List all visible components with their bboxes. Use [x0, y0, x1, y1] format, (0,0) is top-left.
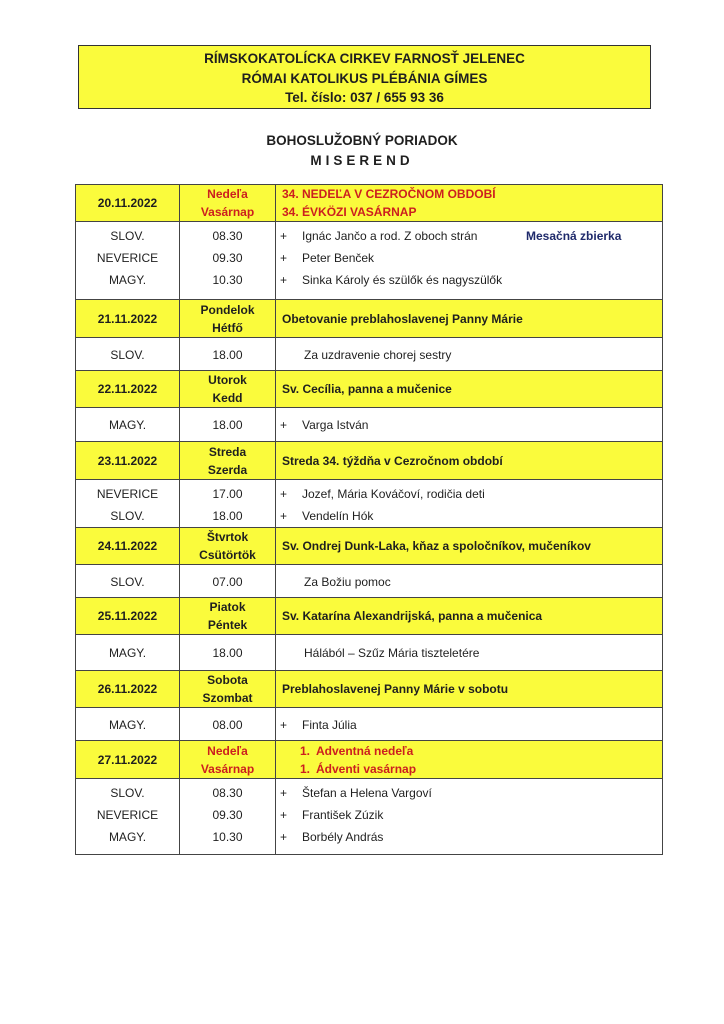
parish-name-hu: RÓMAI KATOLIKUS PLÉBÁNIA GÍMES	[241, 70, 488, 86]
mass-intentions	[276, 408, 663, 442]
deceased-plus-icon: +	[280, 273, 288, 287]
celebration-text: Sv. Katarína Alexandrijská, panna a mučenica	[282, 609, 543, 623]
celebration-text: 34. ÉVKÖZI VASÁRNAP	[282, 205, 417, 219]
day-name-sk: Streda	[208, 444, 247, 459]
mass-places	[76, 779, 180, 855]
mass-place: SLOV.	[110, 347, 145, 362]
mass-intention	[280, 269, 662, 291]
celebration-text: Sv. Cecília, panna a mučenice	[282, 382, 452, 396]
day-celebration	[276, 598, 663, 635]
day-name-sk: Sobota	[207, 673, 248, 687]
deceased-plus-icon: +	[280, 251, 288, 265]
day-date: 20.11.2022	[76, 185, 180, 222]
celebration-line	[282, 680, 662, 698]
mass-times	[180, 779, 276, 855]
day-date: 27.11.2022	[76, 741, 180, 779]
day-celebration	[276, 371, 663, 408]
day-name-sk: Pondelok	[200, 302, 255, 317]
day-name	[180, 185, 276, 222]
celebration-text: Ádventi vasárnap	[316, 761, 417, 776]
mass-row	[76, 565, 663, 598]
parish-name-sk: RÍMSKOKATOLÍCKA CIRKEV FARNOSŤ JELENEC	[204, 51, 525, 66]
mass-time: 08.00	[212, 717, 243, 732]
day-celebration	[276, 528, 663, 565]
day-header-row	[76, 185, 663, 222]
intention-text: Za uzdravenie chorej sestry	[304, 347, 452, 362]
mass-intentions	[276, 222, 663, 300]
intention-text: Varga István	[302, 418, 369, 432]
mass-intentions	[276, 779, 663, 855]
mass-intention	[280, 642, 662, 664]
mass-place: MAGY.	[108, 830, 147, 844]
day-name-sk: Nedeľa	[207, 187, 248, 201]
mass-intentions	[276, 708, 663, 741]
celebration-line	[282, 607, 662, 625]
mass-intentions	[276, 480, 663, 528]
day-header-row	[76, 598, 663, 635]
mass-times	[180, 408, 276, 442]
schedule-table	[75, 184, 663, 855]
day-date: 24.11.2022	[76, 528, 180, 565]
day-name-hu: Vasárnap	[200, 761, 255, 776]
deceased-plus-icon: +	[280, 418, 288, 432]
day-name	[180, 371, 276, 408]
celebration-line	[282, 185, 662, 203]
mass-intention	[280, 714, 662, 736]
celebration-line	[282, 452, 662, 470]
mass-row	[76, 408, 663, 442]
day-name-hu: Vasárnap	[200, 205, 255, 219]
mass-intention	[280, 344, 662, 366]
mass-time: 18.00	[212, 418, 243, 432]
celebration-line	[282, 380, 662, 398]
mass-intentions	[276, 635, 663, 671]
mass-time: 09.30	[212, 808, 243, 822]
intention-text: Jozef, Mária Kováčoví, rodičia deti	[302, 487, 485, 501]
mass-time: 10.30	[212, 830, 243, 844]
day-name-sk: Nedeľa	[207, 743, 248, 758]
day-date: 22.11.2022	[76, 371, 180, 408]
mass-row	[76, 480, 663, 528]
celebration-text: Adventná nedeľa	[316, 743, 414, 758]
mass-place: NEVERICE	[96, 487, 159, 501]
mass-time: 18.00	[212, 646, 243, 660]
intention-text: Peter Benček	[302, 251, 375, 265]
celebration-line	[282, 742, 662, 760]
day-name	[180, 300, 276, 338]
parish-phone: Tel. číslo: 037 / 655 93 36	[285, 90, 444, 105]
mass-time: 08.30	[212, 229, 243, 243]
day-name-hu: Hétfő	[212, 320, 243, 335]
intention-text: Za Božiu pomoc	[304, 574, 391, 589]
mass-times	[180, 480, 276, 528]
deceased-plus-icon: +	[280, 808, 288, 822]
intention-text: Borbély András	[302, 830, 384, 844]
mass-times	[180, 222, 276, 300]
mass-intention	[280, 826, 662, 848]
mass-places	[76, 408, 180, 442]
list-number: 1.	[299, 761, 310, 776]
mass-places	[76, 222, 180, 300]
mass-intention	[280, 225, 662, 247]
day-name	[180, 598, 276, 635]
mass-intention	[280, 804, 662, 826]
day-header-row	[76, 741, 663, 779]
day-name-sk: Štvrtok	[206, 530, 249, 544]
deceased-plus-icon: +	[280, 229, 288, 243]
day-name	[180, 671, 276, 708]
mass-place: SLOV.	[110, 509, 145, 523]
intention-text: Hálából – Szűz Mária tiszteletére	[304, 646, 480, 660]
intention-text: Ignác Jančo a rod. Z oboch strán	[302, 229, 478, 243]
day-name	[180, 442, 276, 480]
mass-time: 07.00	[212, 574, 243, 589]
day-header-row	[76, 671, 663, 708]
mass-row	[76, 338, 663, 371]
mass-times	[180, 338, 276, 371]
mass-places	[76, 480, 180, 528]
day-celebration	[276, 300, 663, 338]
day-date: 26.11.2022	[76, 671, 180, 708]
mass-place: MAGY.	[108, 418, 147, 432]
mass-intention	[280, 414, 662, 436]
day-name-sk: Piatok	[209, 600, 246, 614]
mass-intention	[280, 571, 662, 593]
day-header-row	[76, 300, 663, 338]
day-header-row	[76, 528, 663, 565]
celebration-text: Preblahoslavenej Panny Márie v sobotu	[282, 682, 509, 696]
mass-time: 18.00	[212, 347, 243, 362]
celebration-text: Streda 34. týždňa v Cezročnom období	[282, 453, 503, 468]
celebration-line	[282, 310, 662, 328]
day-date: 23.11.2022	[76, 442, 180, 480]
deceased-plus-icon: +	[280, 717, 288, 732]
mass-intentions	[276, 565, 663, 598]
mass-intention	[280, 483, 662, 505]
mass-row	[76, 708, 663, 741]
day-name-hu: Szerda	[207, 462, 248, 477]
celebration-line	[282, 203, 662, 221]
mass-row	[76, 635, 663, 671]
celebration-line	[282, 537, 662, 555]
mass-place: MAGY.	[108, 717, 147, 732]
day-celebration	[276, 185, 663, 222]
deceased-plus-icon: +	[280, 487, 288, 501]
mass-intention	[280, 247, 662, 269]
mass-places	[76, 635, 180, 671]
mass-times	[180, 565, 276, 598]
day-name	[180, 741, 276, 779]
intention-text: Štefan a Helena Vargoví	[302, 786, 432, 800]
mass-intention	[280, 782, 662, 804]
celebration-text: Sv. Ondrej Dunk-Laka, kňaz a spoločníkov, mučeníkov	[282, 539, 591, 553]
mass-time: 08.30	[212, 786, 243, 800]
day-header-row	[76, 371, 663, 408]
day-name-hu: Csütörtök	[199, 548, 256, 562]
mass-time: 09.30	[212, 251, 243, 265]
day-celebration	[276, 671, 663, 708]
intention-text: Vendelín Hók	[302, 509, 374, 523]
list-number: 1.	[299, 743, 310, 758]
mass-intention	[280, 505, 662, 527]
day-date: 21.11.2022	[76, 300, 180, 338]
mass-place: NEVERICE	[96, 808, 159, 822]
mass-place: SLOV.	[110, 786, 145, 800]
mass-intentions	[276, 338, 663, 371]
mass-place: MAGY.	[108, 273, 147, 287]
day-name-hu: Péntek	[207, 618, 248, 632]
mass-places	[76, 338, 180, 371]
page-subtitle: MISEREND	[310, 153, 414, 168]
page-title: BOHOSLUŽOBNÝ PORIADOK	[266, 133, 458, 148]
mass-time: 18.00	[212, 509, 243, 523]
mass-place: MAGY.	[108, 646, 147, 660]
day-name-hu: Kedd	[212, 391, 243, 405]
deceased-plus-icon: +	[280, 509, 288, 523]
mass-times	[180, 635, 276, 671]
day-name	[180, 528, 276, 565]
day-celebration	[276, 741, 663, 779]
intention-text: Finta Júlia	[302, 717, 357, 732]
mass-row	[76, 222, 663, 300]
day-header-row	[76, 442, 663, 480]
day-celebration	[276, 442, 663, 480]
deceased-plus-icon: +	[280, 830, 288, 844]
celebration-text: 34. NEDEĽA V CEZROČNOM OBDOBÍ	[282, 187, 496, 201]
deceased-plus-icon: +	[280, 786, 288, 800]
intention-text: Sinka Károly és szülők és nagyszülők	[302, 273, 503, 287]
mass-place: SLOV.	[110, 574, 145, 589]
mass-time: 10.30	[212, 273, 243, 287]
collection-note: Mesačná zbierka	[526, 229, 622, 243]
celebration-line	[282, 760, 662, 778]
mass-row	[76, 779, 663, 855]
mass-time: 17.00	[212, 487, 243, 501]
mass-place: SLOV.	[110, 229, 145, 243]
day-date: 25.11.2022	[76, 598, 180, 635]
parish-header	[78, 45, 651, 109]
mass-places	[76, 708, 180, 741]
intention-text: František Zúzik	[302, 808, 384, 822]
mass-place: NEVERICE	[96, 251, 159, 265]
mass-times	[180, 708, 276, 741]
celebration-text: Obetovanie preblahoslavenej Panny Márie	[282, 311, 523, 326]
mass-places	[76, 565, 180, 598]
day-name-sk: Utorok	[208, 373, 247, 387]
day-name-hu: Szombat	[202, 691, 253, 705]
